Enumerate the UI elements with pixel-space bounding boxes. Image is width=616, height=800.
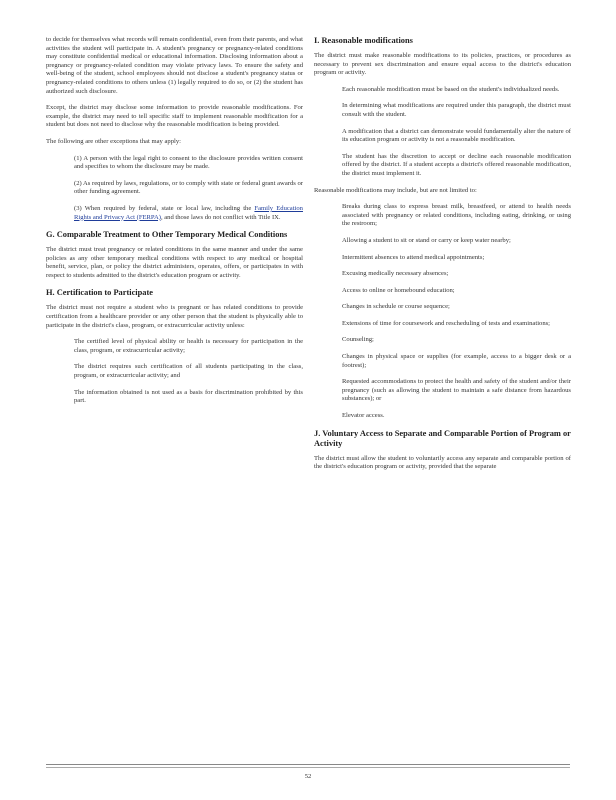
list-item: Excusing medically necessary absences; [342,270,449,278]
list-item: Elevator access. [342,412,385,420]
list-item: In determining what modifications are required under this paragraph, the district must consult with the student. [342,102,571,118]
list-item: Changes in physical space or supplies (for example, access to a bigger desk or a footrest); [342,353,571,369]
list-item: The certified level of physical ability or health is necessary for participation in the class, program, or extracurricular activity; [74,338,303,354]
right-column [314,36,571,480]
modification-rules-list [314,86,571,179]
comparable-treatment-paragraph: The district must treat pregnancy or related conditions in the same manner and under the same policies as any other temporary medical conditions with respect to any medical or hospital benefit, service, plan, or policy the district administers, operates, offers, or participates in with respect to students admitted to the district's education program or activity. [46,246,303,279]
confidentiality-paragraph: to decide for themselves what records will remain confidential, even from their parents, and what activities the student will participate in. A student's pregnancy or pregnancy-related conditions may constitute confidential medical or educational information. Disclosing information about a pregnancy or pregnancy-related condition may violate privacy laws. To ensure the safety and well-being of the student, school employees should not disclose a student's pregnancy status or pregnancy-related conditions to others unless (1) legally required to do so, or (2) the student has authorized such disclosure. [46,36,303,95]
list-item: Counseling; [342,336,374,344]
list-item: Intermittent absences to attend medical appointments; [342,253,485,261]
list-item: A modification that a district can demonstrate would fundamentally alter the nature of its education program or activity is not a reasonable modification. [342,127,571,144]
page-number: 52 [304,773,312,780]
section-heading-g: G. Comparable Treatment to Other Temporary Medical Conditions [46,230,288,240]
reasonable-modifications-paragraph: The district must make reasonable modifications to its policies, practices, or procedures as necessary to prevent sex discrimination and ensure equal access to the district's education program or activity. [314,52,571,77]
list-item: (3) When required by federal, state or local law, including the Family Education Rights and Privacy Act (FERPA), and those laws do not conflict with Title IX. [74,204,303,221]
exceptions-intro: The following are other exceptions that may apply: [46,137,181,145]
ferpa-link[interactable]: Family Education Rights and Privacy Act (FERPA) [74,204,303,221]
list-item: The information obtained is not used as a basis for discrimination prohibited by this part. [74,388,303,405]
list-item: (1) A person with the legal right to consent to the disclosure provides written consent and specifies to whom the disclosure may be made. [74,154,303,171]
footer-divider [46,764,570,765]
list-item: The student has the discretion to accept or decline each reasonable modification offered by the district. If a student accepts a district's offered reasonable modification, the district must implement it. [342,152,571,177]
disclosure-exception-paragraph: Except, the district may disclose some information to provide reasonable modifications. For example, the district may need to tell specific staff to implement reasonable modification for a student but does not need to disclose why the reasonable modification is being provided. [46,104,303,129]
section-heading-i: I. Reasonable modifications [314,36,413,45]
list-item: Requested accommodations to protect the health and safety of the student and/or their pregnancy (such as allowing the student to maintain a safe distance from hazardous substances); or [342,378,571,403]
certification-paragraph: The district must not require a student who is pregnant or has related conditions to provide certification from a healthcare provider or any other person that the student is physically able to participate in the district's class, program, or extracurricular activity unless: [46,304,303,329]
modifications-intro: Reasonable modifications may include, but are not limited to: [314,186,477,194]
list-item: Allowing a student to sit or stand or carry or keep water nearby; [342,236,511,244]
list-item: Changes in schedule or course sequence; [342,303,450,311]
list-item: Access to online or homebound education; [342,286,455,294]
list-item: Extensions of time for coursework and rescheduling of tests and examinations; [342,319,551,327]
modifications-list [314,203,571,421]
exceptions-list [46,155,303,223]
footer-divider-secondary [46,767,570,768]
left-column [46,36,303,414]
section-heading-j: J. Voluntary Access to Separate and Comparable Portion of Program or Activity [314,428,571,448]
section-heading-h: H. Certification to Participate [46,288,153,298]
list-item: Breaks during class to express breast milk, breastfeed, or attend to health needs associated with pregnancy or related conditions, including eating, drinking, or using the restroom; [342,203,571,228]
voluntary-access-paragraph: The district must allow the student to voluntarily access any separate and comparable portion of the district's education program or activity, provided that the separate [314,454,571,471]
certification-list [46,338,303,406]
list-item: (2) As required by laws, regulations, or to comply with state or federal grant awards or other funding agreement. [74,179,303,196]
list-item: The district requires such certification of all students participating in the class, program, or extracurricular activity; and [74,363,303,380]
list-item: Each reasonable modification must be based on the student's individualized needs. [342,85,560,93]
